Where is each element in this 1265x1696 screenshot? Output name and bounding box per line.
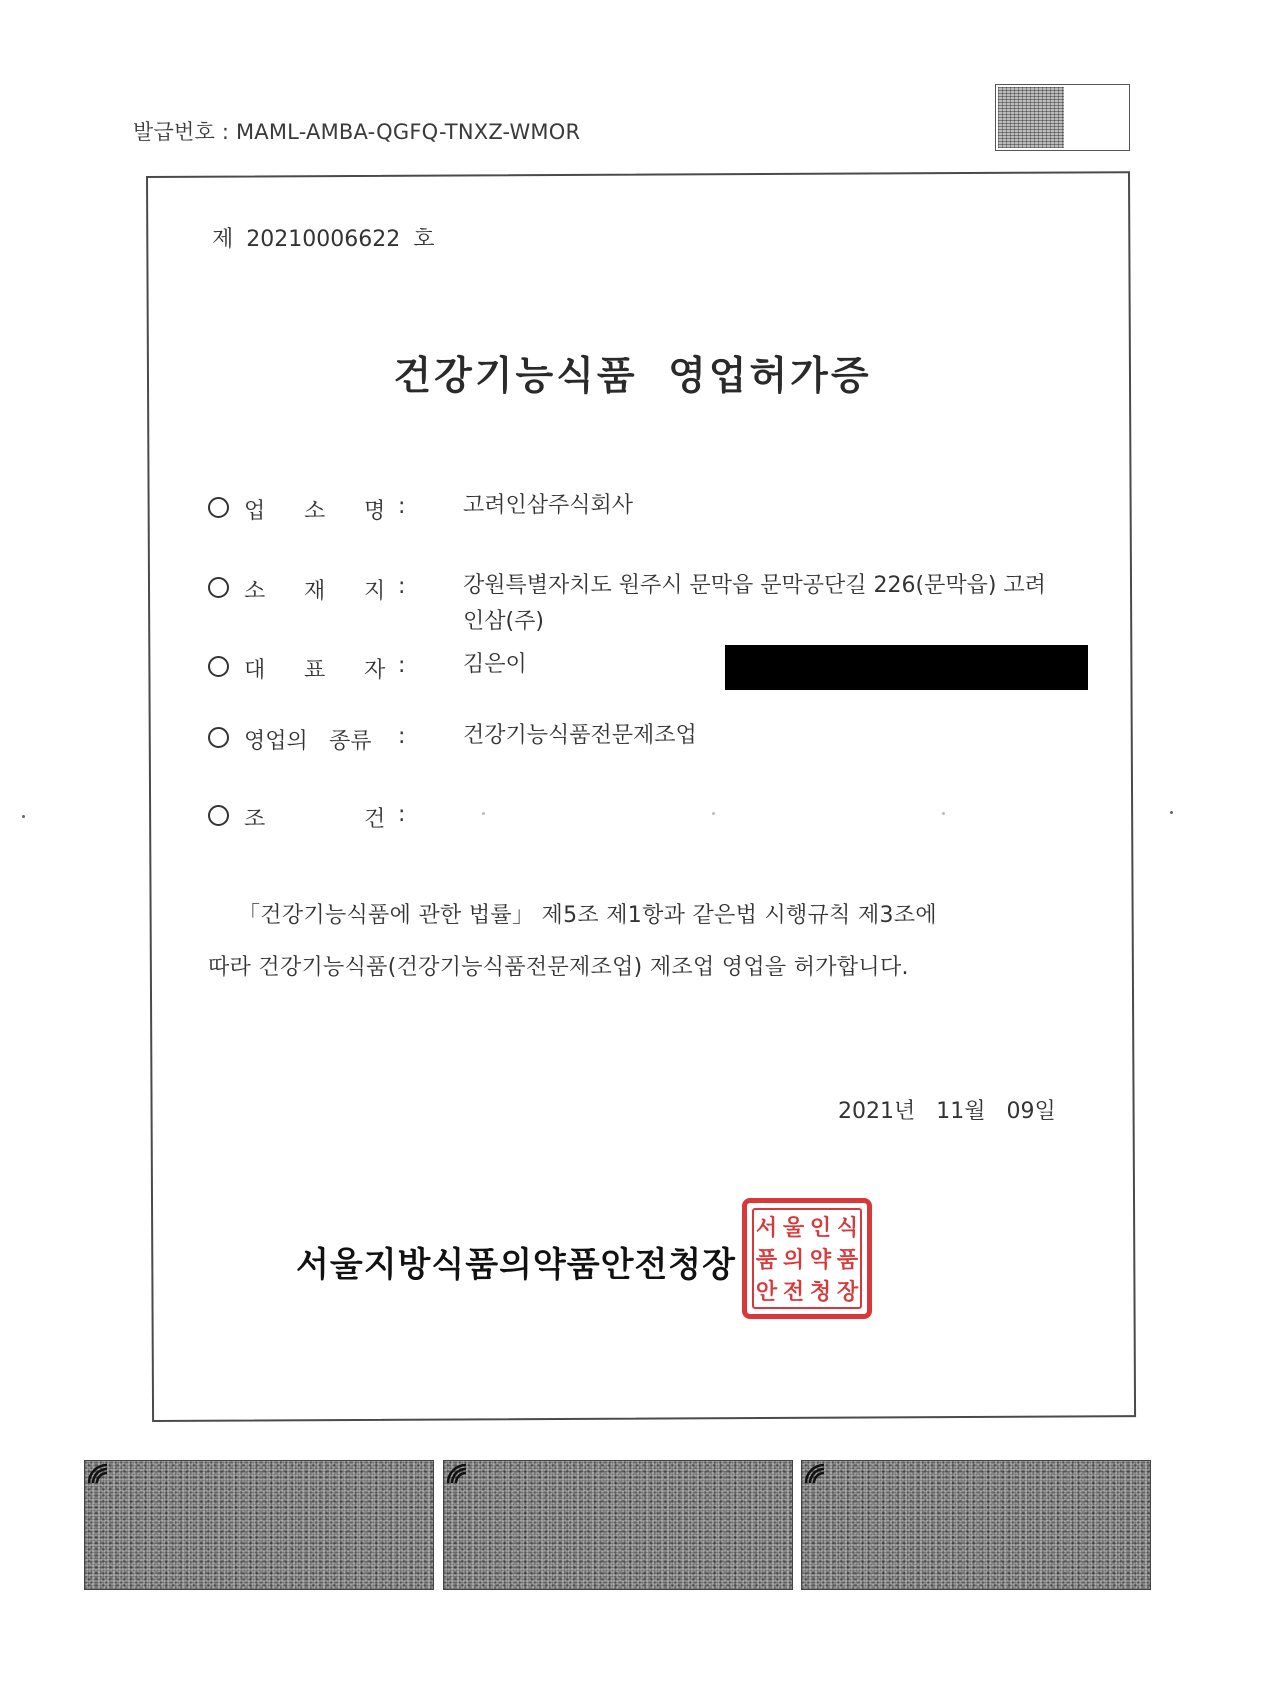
scan-speck (1170, 811, 1173, 814)
issue-date: 2021년 11월 09일 (838, 1099, 1056, 1124)
issuing-authority: 서울지방식품의약품안전청장 (296, 1245, 736, 1285)
barcode-marker-icon (87, 1463, 115, 1485)
issue-number: 발급번호 : MAML-AMBA-QGFQ-TNXZ-WMOR (133, 120, 581, 144)
circle-bullet-icon (208, 497, 229, 518)
corner-code-pattern (998, 87, 1064, 148)
seal-glyphs: 서 울 인 식 품 의 약 품 안 전 청 장 (755, 1216, 859, 1305)
barcode-marker-icon (446, 1463, 474, 1485)
scan-speck (22, 815, 25, 818)
2d-barcode-1 (84, 1460, 434, 1590)
field-value: 건강기능식품전문제조업 (463, 723, 697, 748)
certificate-number: 제 20210006622 호 (212, 227, 435, 252)
body-line: 따라 건강기능식품(건강기능식품전문제조업) 제조업 영업을 허가합니다. (208, 955, 909, 980)
corner-code-box (995, 84, 1130, 151)
circle-bullet-icon (208, 656, 229, 677)
circle-bullet-icon (208, 577, 229, 598)
document-title: 건강기능식품 영업허가증 (393, 354, 872, 399)
official-seal (742, 1198, 872, 1319)
field-value: 고려인삼주식회사 (463, 493, 634, 518)
2d-barcode-2 (443, 1460, 793, 1590)
body-text (208, 890, 1058, 994)
field-value: 김은이 (463, 652, 527, 677)
redaction-bar (725, 645, 1088, 690)
body-line: 「건강기능식품에 관한 법률」 제5조 제1항과 같은법 시행규칙 제3조에 (238, 903, 937, 928)
circle-bullet-icon (208, 727, 229, 748)
circle-bullet-icon (208, 805, 229, 826)
field-value: 강원특별자치도 원주시 문막읍 문막공단길 226(문막읍) 고려인삼(주) (463, 573, 1046, 634)
2d-barcode-3 (801, 1460, 1151, 1590)
barcode-marker-icon (804, 1463, 832, 1485)
